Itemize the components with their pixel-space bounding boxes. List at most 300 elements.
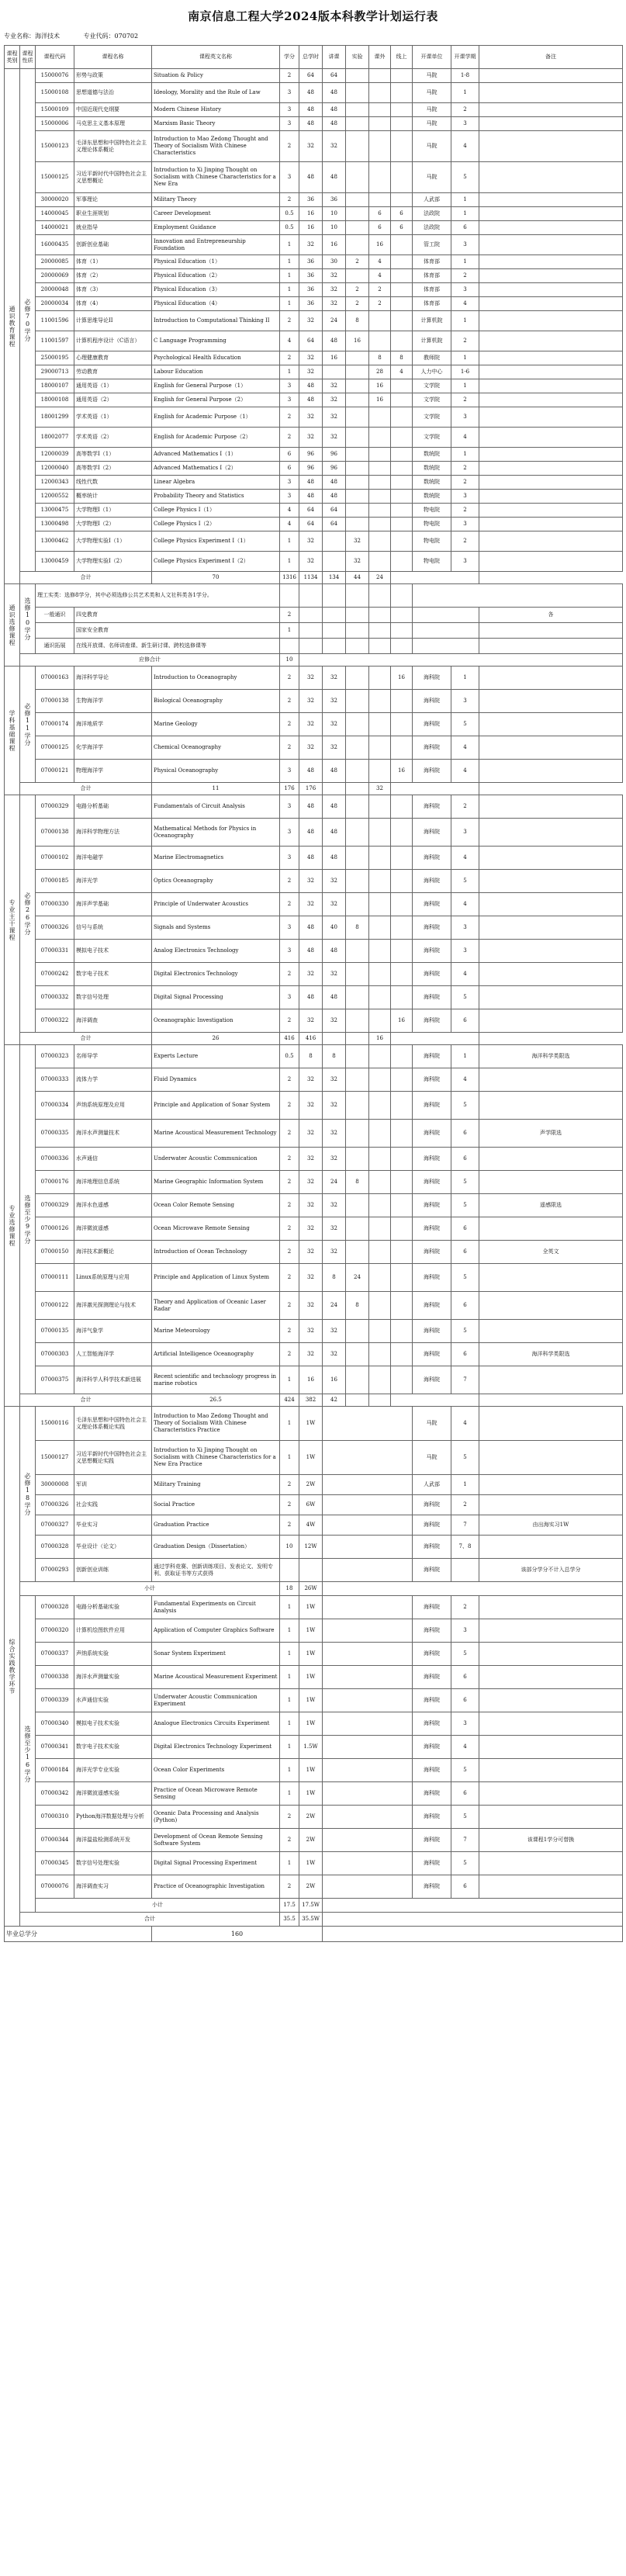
total-label: 小计: [20, 1582, 280, 1596]
course-note: [479, 1092, 623, 1120]
course-english-name: Situation & Policy: [152, 69, 280, 83]
course-code: 12000039: [36, 448, 74, 462]
course-code: 07000332: [36, 986, 74, 1009]
course-code: 07000341: [36, 1736, 74, 1759]
empty-cell: [323, 1852, 413, 1875]
course-hours: 48: [299, 476, 323, 490]
column-header: 课程代码: [36, 46, 74, 69]
course-ext: [369, 462, 391, 476]
course-unit: 海科院: [413, 1292, 451, 1320]
course-english-name: Digital Electronics Technology Experiment: [152, 1736, 280, 1759]
practice-row: [5, 1441, 623, 1475]
course-ext: [369, 916, 391, 940]
course-code: 07000293: [36, 1559, 74, 1582]
course-unit: 海科院: [413, 1829, 451, 1852]
course-lab: [346, 1343, 369, 1366]
course-lab: [346, 476, 369, 490]
course-unit: 文学院: [413, 407, 451, 428]
column-header: 课程名称: [74, 46, 152, 69]
course-credit: 2: [280, 1806, 299, 1829]
course-hours: 48: [299, 117, 323, 131]
course-english-name: Digital Signal Processing: [152, 986, 280, 1009]
practice-row: [5, 1875, 623, 1899]
course-note: [479, 1712, 623, 1736]
course-hours: 32: [299, 428, 323, 448]
course-name: 海洋光学: [74, 870, 152, 893]
course-credit: 3: [280, 103, 299, 117]
course-ext: 16: [369, 393, 391, 407]
course-name: 海洋地质学: [74, 713, 152, 736]
practice-row: [5, 1536, 623, 1559]
course-hours: 2W: [299, 1875, 323, 1899]
course-english-name: Oceanographic Investigation: [152, 1009, 280, 1033]
course-note: [479, 1366, 623, 1394]
course-row: [5, 760, 623, 783]
course-online: 6: [391, 221, 413, 235]
total-row: [5, 1913, 623, 1927]
subtotal-row: [5, 1899, 623, 1913]
column-header: 总学时: [299, 46, 323, 69]
course-online: [391, 131, 413, 162]
empty-cell: [323, 1475, 413, 1495]
practice-row: [5, 1852, 623, 1875]
course-credit: 2: [280, 1475, 299, 1495]
empty-cell: [323, 1927, 623, 1942]
course-hours: 48: [299, 760, 323, 783]
course-credit: 1: [280, 1736, 299, 1759]
course-code: 07000323: [36, 1045, 74, 1068]
course-lab: [346, 490, 369, 504]
course-name: 习近平新时代中国特色社会主义思想概论实践: [74, 1441, 152, 1475]
course-row: [5, 1068, 623, 1092]
course-row: [5, 504, 623, 518]
total-row: [5, 783, 623, 795]
course-credit: 2: [280, 1194, 299, 1217]
course-code: 07000329: [36, 795, 74, 819]
course-unit: 文学院: [413, 379, 451, 393]
course-note: [479, 963, 623, 986]
course-lab: [346, 269, 369, 283]
course-row: [5, 893, 623, 916]
course-english-name: Modern Chinese History: [152, 103, 280, 117]
course-code: 07000339: [36, 1689, 74, 1712]
course-unit: 海科院: [413, 1366, 451, 1394]
course-credit: 2: [280, 1009, 299, 1033]
total-credit: 35.5: [280, 1913, 299, 1927]
course-code: 11001597: [36, 331, 74, 351]
course-hours: 32: [299, 1264, 323, 1292]
course-unit: 马院: [413, 162, 451, 193]
course-english-name: Optics Oceanography: [152, 870, 280, 893]
course-note: 声学限选: [479, 1120, 623, 1148]
course-row: [5, 1217, 623, 1241]
course-note: 海洋科学类限选: [479, 1045, 623, 1068]
course-unit: 人力中心: [413, 365, 451, 379]
property-cell: 必修70学分: [20, 69, 36, 572]
course-lec: 16: [323, 1366, 346, 1394]
course-note: [479, 207, 623, 221]
course-lab: [346, 760, 369, 783]
course-english-name: Experts Lecture: [152, 1045, 280, 1068]
course-lab: [346, 713, 369, 736]
course-lec: 8: [323, 1264, 346, 1292]
document-title: 南京信息工程大学2024版本科教学计划运行表: [188, 9, 438, 23]
course-code: 20000048: [36, 283, 74, 297]
course-lec: 32: [323, 893, 346, 916]
course-english-name: Practice of Oceanographic Investigation: [152, 1875, 280, 1899]
course-unit: 海科院: [413, 1120, 451, 1148]
course-online: [391, 462, 413, 476]
course-code: 07000338: [36, 1666, 74, 1689]
course-term: 5: [451, 713, 479, 736]
course-term: 2: [451, 795, 479, 819]
course-hours: 36: [299, 283, 323, 297]
course-note: [479, 1292, 623, 1320]
course-note: [479, 83, 623, 103]
elective-row: [5, 623, 623, 639]
course-lab: 32: [346, 531, 369, 552]
course-credit: 2: [280, 690, 299, 713]
course-online: [391, 518, 413, 531]
course-term: 6: [451, 1120, 479, 1148]
course-english-name: Physical Education（4）: [152, 297, 280, 311]
course-code: 25000195: [36, 351, 74, 365]
course-lec: 32: [323, 297, 346, 311]
elective-desc: 国家安全教育: [74, 623, 280, 639]
course-term: 7: [451, 1829, 479, 1852]
course-ext: [369, 1009, 391, 1033]
course-unit: 文学院: [413, 393, 451, 407]
course-name: 职业生涯规划: [74, 207, 152, 221]
course-term: 2: [451, 476, 479, 490]
course-lec: 32: [323, 690, 346, 713]
total-empty: [299, 654, 623, 667]
course-lec: 32: [323, 1068, 346, 1092]
course-english-name: Marine Geographic Information System: [152, 1171, 280, 1194]
course-lab: [346, 448, 369, 462]
course-name: 心理健康教育: [74, 351, 152, 365]
course-english-name: Advanced Mathematics Ⅰ（2）: [152, 462, 280, 476]
course-code: 12000552: [36, 490, 74, 504]
empty-cell: [323, 584, 346, 608]
course-term: [451, 1559, 479, 1582]
course-code: 07000310: [36, 1806, 74, 1829]
course-lec: 48: [323, 940, 346, 963]
course-lec: 48: [323, 83, 346, 103]
course-credit: 6: [280, 462, 299, 476]
course-online: [391, 819, 413, 847]
course-english-name: Ocean Color Experiments: [152, 1759, 280, 1782]
course-unit: 海科院: [413, 1782, 451, 1806]
course-unit: 物电院: [413, 531, 451, 552]
course-lec: 32: [323, 1092, 346, 1120]
course-term: 3: [451, 407, 479, 428]
course-name: 军事理论: [74, 193, 152, 207]
course-note: [479, 379, 623, 393]
course-lab: [346, 893, 369, 916]
course-credit: 1: [280, 531, 299, 552]
course-hours: 48: [299, 847, 323, 870]
course-name: 电路分析基础实验: [74, 1596, 152, 1619]
empty-cell: [323, 1782, 413, 1806]
course-note: [479, 393, 623, 407]
course-unit: 海科院: [413, 1875, 451, 1899]
course-row: [5, 531, 623, 552]
course-note: [479, 940, 623, 963]
course-ext: [369, 795, 391, 819]
course-hours: 32: [299, 1068, 323, 1092]
course-credit: 1: [280, 1596, 299, 1619]
course-hours: 32: [299, 131, 323, 162]
course-lab: [346, 847, 369, 870]
total-credit: 26.5: [152, 1394, 280, 1407]
course-note: [479, 1171, 623, 1194]
course-english-name: Marine Acoustical Measurement Experiment: [152, 1666, 280, 1689]
course-term: 2: [451, 531, 479, 552]
course-term: 3: [451, 283, 479, 297]
course-name: 大学物理实验Ⅰ（2）: [74, 552, 152, 572]
course-credit: 2: [280, 1120, 299, 1148]
course-note: [479, 847, 623, 870]
empty-cell: [346, 639, 369, 654]
course-unit: 海科院: [413, 1045, 451, 1068]
course-name: 电路分析基础: [74, 795, 152, 819]
course-note: [479, 1666, 623, 1689]
course-english-name: English for General Purpose（2）: [152, 393, 280, 407]
course-name: 水声通信实验: [74, 1689, 152, 1712]
course-online: [391, 795, 413, 819]
course-lec: 10: [323, 221, 346, 235]
course-online: [391, 1292, 413, 1320]
total-ext: [346, 1394, 369, 1407]
course-note: [479, 713, 623, 736]
course-ext: [369, 667, 391, 690]
course-note: [479, 255, 623, 269]
course-lec: 32: [323, 131, 346, 162]
course-row: [5, 297, 623, 311]
course-name: 高等数学Ⅰ（2）: [74, 462, 152, 476]
graduation-credits-label: 毕业总学分: [5, 1927, 152, 1942]
course-note: [479, 531, 623, 552]
total-empty: [323, 1582, 623, 1596]
course-hours: 32: [299, 1320, 323, 1343]
course-hours: 1W: [299, 1666, 323, 1689]
course-term: 5: [451, 1092, 479, 1120]
course-name: 概率统计: [74, 490, 152, 504]
course-code: 07000342: [36, 1782, 74, 1806]
course-unit: 法政院: [413, 221, 451, 235]
course-note: [479, 1736, 623, 1759]
course-unit: 海科院: [413, 736, 451, 760]
course-credit: 2: [280, 193, 299, 207]
total-lec: 1134: [299, 572, 323, 584]
course-english-name: Physical Education（3）: [152, 283, 280, 297]
total-lec: 176: [299, 783, 323, 795]
course-credit: 1: [280, 1712, 299, 1736]
course-unit: 海科院: [413, 1217, 451, 1241]
course-code: 15000109: [36, 103, 74, 117]
empty-cell: [323, 623, 346, 639]
course-code: 15000076: [36, 69, 74, 83]
course-hours: 48: [299, 916, 323, 940]
course-english-name: Ocean Color Remote Sensing: [152, 1194, 280, 1217]
course-code: 07000121: [36, 760, 74, 783]
course-lec: 96: [323, 448, 346, 462]
course-lab: [346, 870, 369, 893]
course-lab: [346, 963, 369, 986]
course-row: [5, 1343, 623, 1366]
course-lec: 24: [323, 311, 346, 331]
course-ext: [369, 1092, 391, 1120]
course-online: [391, 407, 413, 428]
course-term: 3: [451, 552, 479, 572]
course-code: 07000122: [36, 1292, 74, 1320]
course-term: 5: [451, 1194, 479, 1217]
course-row: [5, 1264, 623, 1292]
total-empty: [391, 783, 479, 795]
course-lab: [346, 1320, 369, 1343]
course-term: 5: [451, 1441, 479, 1475]
course-unit: 海科院: [413, 1515, 451, 1536]
course-note: [479, 365, 623, 379]
course-note: [479, 269, 623, 283]
course-term: 3: [451, 490, 479, 504]
course-term: 5: [451, 1264, 479, 1292]
course-note: [479, 1806, 623, 1829]
course-name: 计算思维导论II: [74, 311, 152, 331]
course-row: [5, 490, 623, 504]
total-hours: 416: [280, 1033, 299, 1045]
course-unit: 海科院: [413, 1009, 451, 1033]
course-english-name: Marine Electromagnetics: [152, 847, 280, 870]
course-name: 体育（4）: [74, 297, 152, 311]
empty-cell: [346, 608, 369, 623]
course-row: [5, 518, 623, 531]
course-credit: 1: [280, 283, 299, 297]
course-english-name: Underwater Acoustic Communication Experiment: [152, 1689, 280, 1712]
course-note: [479, 297, 623, 311]
course-term: 4: [451, 760, 479, 783]
course-lab: [346, 365, 369, 379]
course-ext: 4: [369, 269, 391, 283]
course-hours: 64: [299, 69, 323, 83]
column-header: 备注: [479, 46, 623, 69]
course-hours: 32: [299, 1148, 323, 1171]
total-ext: [346, 783, 369, 795]
course-lab: [346, 117, 369, 131]
total-online: 32: [369, 783, 391, 795]
column-header: 课程英文名称: [152, 46, 280, 69]
course-code: 20000069: [36, 269, 74, 283]
total-credit: 10: [280, 654, 299, 667]
course-name: 计算机绘图软件应用: [74, 1619, 152, 1643]
course-row: [5, 283, 623, 297]
course-name: Python海洋数据处理与分析: [74, 1806, 152, 1829]
practice-row: [5, 1495, 623, 1515]
course-lec: 30: [323, 255, 346, 269]
course-ext: [369, 552, 391, 572]
course-term: 5: [451, 162, 479, 193]
course-name: 大学物理Ⅰ（1）: [74, 504, 152, 518]
property-cell: 必修18学分: [20, 1407, 36, 1582]
course-term: 6: [451, 221, 479, 235]
course-online: [391, 117, 413, 131]
course-ext: [369, 690, 391, 713]
course-name: 海洋激光探测理论与技术: [74, 1292, 152, 1320]
course-unit: 海科院: [413, 1736, 451, 1759]
course-lec: 32: [323, 428, 346, 448]
course-code: 07000320: [36, 1619, 74, 1643]
course-lec: 32: [323, 1343, 346, 1366]
document-page: [4, 0, 622, 1942]
course-english-name: Practice of Ocean Microwave Remote Sensing: [152, 1782, 280, 1806]
course-row: [5, 379, 623, 393]
course-hours: [299, 1559, 323, 1582]
course-lec: 8: [323, 1045, 346, 1068]
elective-desc: 四史教育: [74, 608, 280, 623]
course-code: 13000462: [36, 531, 74, 552]
total-label: 合计: [20, 1913, 280, 1927]
course-english-name: Marine Acoustical Measurement Technology: [152, 1120, 280, 1148]
course-name: 海洋科学物理方法: [74, 819, 152, 847]
course-row: [5, 1320, 623, 1343]
course-hours: 64: [299, 331, 323, 351]
column-header: 开课学期: [451, 46, 479, 69]
course-ext: [369, 1217, 391, 1241]
course-note: [479, 193, 623, 207]
course-code: 07000111: [36, 1264, 74, 1292]
course-credit: 2: [280, 870, 299, 893]
column-header: 线上: [391, 46, 413, 69]
course-credit: 1: [280, 255, 299, 269]
course-lab: [346, 379, 369, 393]
course-unit: 海科院: [413, 940, 451, 963]
course-english-name: Fundamentals of Circuit Analysis: [152, 795, 280, 819]
course-hours: 32: [299, 736, 323, 760]
course-lab: 8: [346, 1171, 369, 1194]
course-term: 4: [451, 893, 479, 916]
course-credit: 4: [280, 331, 299, 351]
course-credit: 2: [280, 351, 299, 365]
course-unit: 海科院: [413, 1171, 451, 1194]
course-row: [5, 1092, 623, 1120]
course-unit: 海科院: [413, 713, 451, 736]
course-unit: 计算机院: [413, 311, 451, 331]
course-name: 水声通信: [74, 1148, 152, 1171]
elective-credit: 1: [280, 623, 299, 639]
total-credit: 18: [280, 1582, 299, 1596]
course-english-name: Sonar System Experiment: [152, 1643, 280, 1666]
course-term: 4: [451, 1068, 479, 1092]
course-english-name: Psychological Health Education: [152, 351, 280, 365]
course-credit: 2: [280, 1241, 299, 1264]
course-lab: [346, 83, 369, 103]
course-lab: [346, 795, 369, 819]
course-lec: 40: [323, 916, 346, 940]
course-code: 07000333: [36, 1068, 74, 1092]
course-note: [479, 986, 623, 1009]
course-lec: 16: [323, 351, 346, 365]
course-code: 07000242: [36, 963, 74, 986]
course-name: 劳动教育: [74, 365, 152, 379]
course-note: [479, 1148, 623, 1171]
course-lab: 32: [346, 552, 369, 572]
course-unit: 马院: [413, 131, 451, 162]
course-credit: 1: [280, 297, 299, 311]
total-hours: 1316: [280, 572, 299, 584]
course-lab: [346, 1194, 369, 1217]
course-credit: 1: [280, 1407, 299, 1441]
